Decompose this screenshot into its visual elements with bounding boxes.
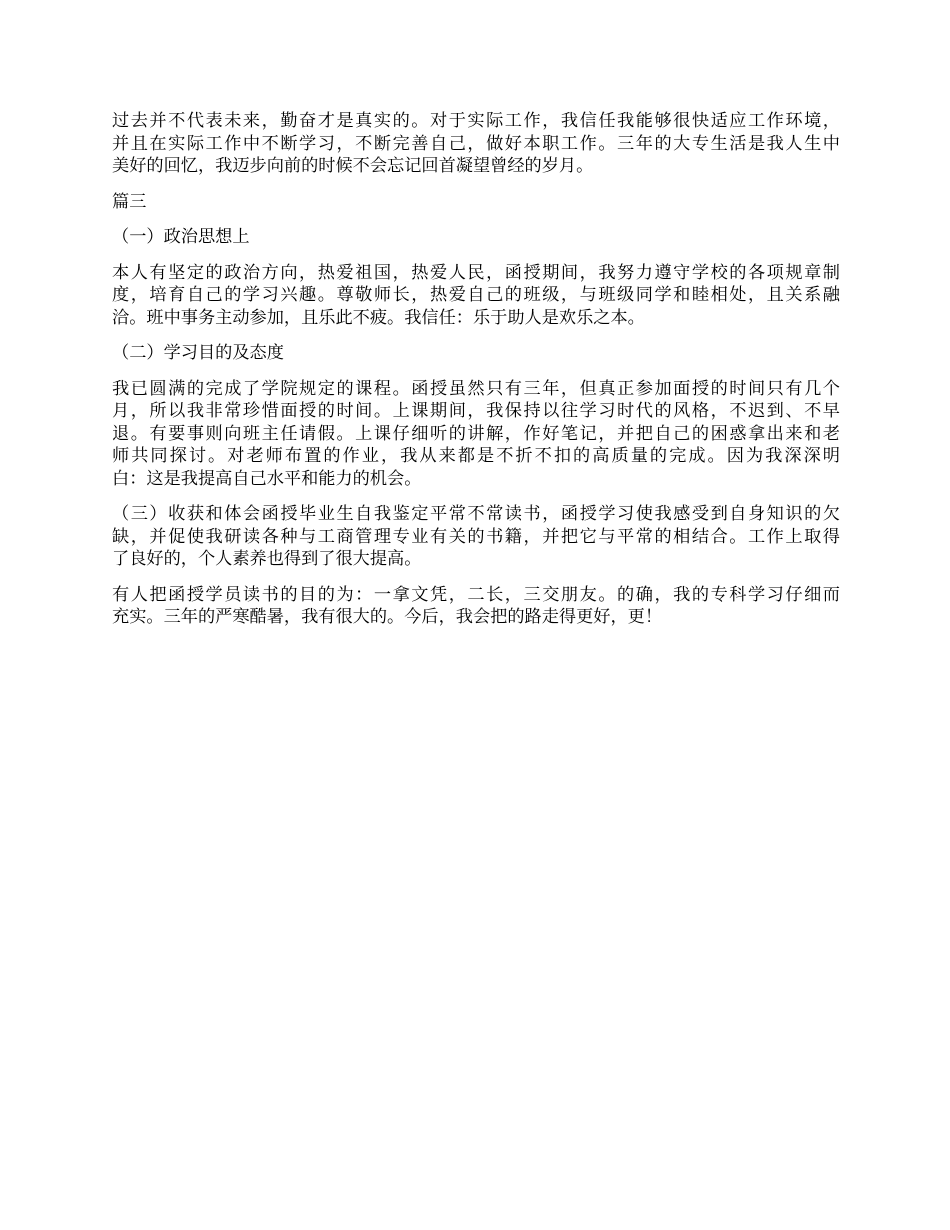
text-line: 洽。班中事务主动参加，且乐此不疲。我信任：乐于助人是欢乐之本。 — [112, 307, 645, 328]
section-heading — [112, 226, 840, 249]
text-line: 本人有坚定的政治方向，热爱祖国，热爱人民，函授期间，我努力遵守学校的各项规章制 — [112, 262, 840, 283]
text-line: 过去并不代表未来，勤奋才是真实的。对于实际工作，我信任我能够很快适应工作环境， — [112, 111, 840, 131]
paragraph — [112, 110, 840, 178]
text-line: 美好的回忆，我迈步向前的时候不会忘记回首凝望曾经的岁月。 — [112, 156, 594, 176]
paragraph — [112, 262, 840, 330]
paragraph — [112, 503, 840, 571]
text-line: 月，所以我非常珍惜面授的时间。上课期间，我保持以往学习时代的风格，不迟到、不早 — [112, 401, 840, 421]
text-line: 了良好的，个人素养也得到了很大提高。 — [112, 549, 422, 569]
paragraph — [112, 378, 840, 491]
text-line: 我已圆满的完成了学院规定的课程。函授虽然只有三年，但真正参加面授的时间只有几个 — [112, 378, 840, 399]
section-heading — [112, 342, 840, 365]
text-line: 白：这是我提高自己水平和能力的机会。 — [112, 468, 422, 489]
text-line: （一）政治思想上 — [112, 227, 250, 247]
text-line: 缺，并促使我研读各种与工商管理专业有关的书籍，并把它与平常的相结合。工作上取得 — [112, 526, 840, 547]
text-line: （二）学习目的及态度 — [112, 343, 284, 363]
text-line: 退。有要事则向班主任请假。上课仔细听的讲解，作好笔记，并把自己的困惑拿出来和老 — [112, 423, 840, 444]
text-line: （三）收获和体会函授毕业生自我鉴定平常不常读书，函授学习使我感受到自身知识的欠 — [112, 504, 840, 524]
text-line: 篇三 — [112, 191, 147, 212]
text-line: 师共同探讨。对老师布置的作业，我从来都是不折不扣的高质量的完成。因为我深深明 — [112, 446, 840, 466]
text-line: 度，培育自己的学习兴趣。尊敬师长，热爱自己的班级，与班级同学和睦相处，且关系融 — [112, 285, 840, 305]
text-line: 并且在实际工作中不断学习，不断完善自己，做好本职工作。三年的大专生活是我人生中 — [112, 133, 840, 154]
document-body — [112, 110, 840, 642]
text-line: 有人把函授学员读书的目的为：一拿文凭，二长，三交朋友。的确，我的专科学习仔细而 — [112, 584, 840, 605]
text-line: 充实。三年的严寒酷暑，我有很大的。今后，我会把的路走得更好，更！ — [112, 607, 663, 627]
paragraph — [112, 584, 840, 629]
section-heading — [112, 191, 840, 214]
